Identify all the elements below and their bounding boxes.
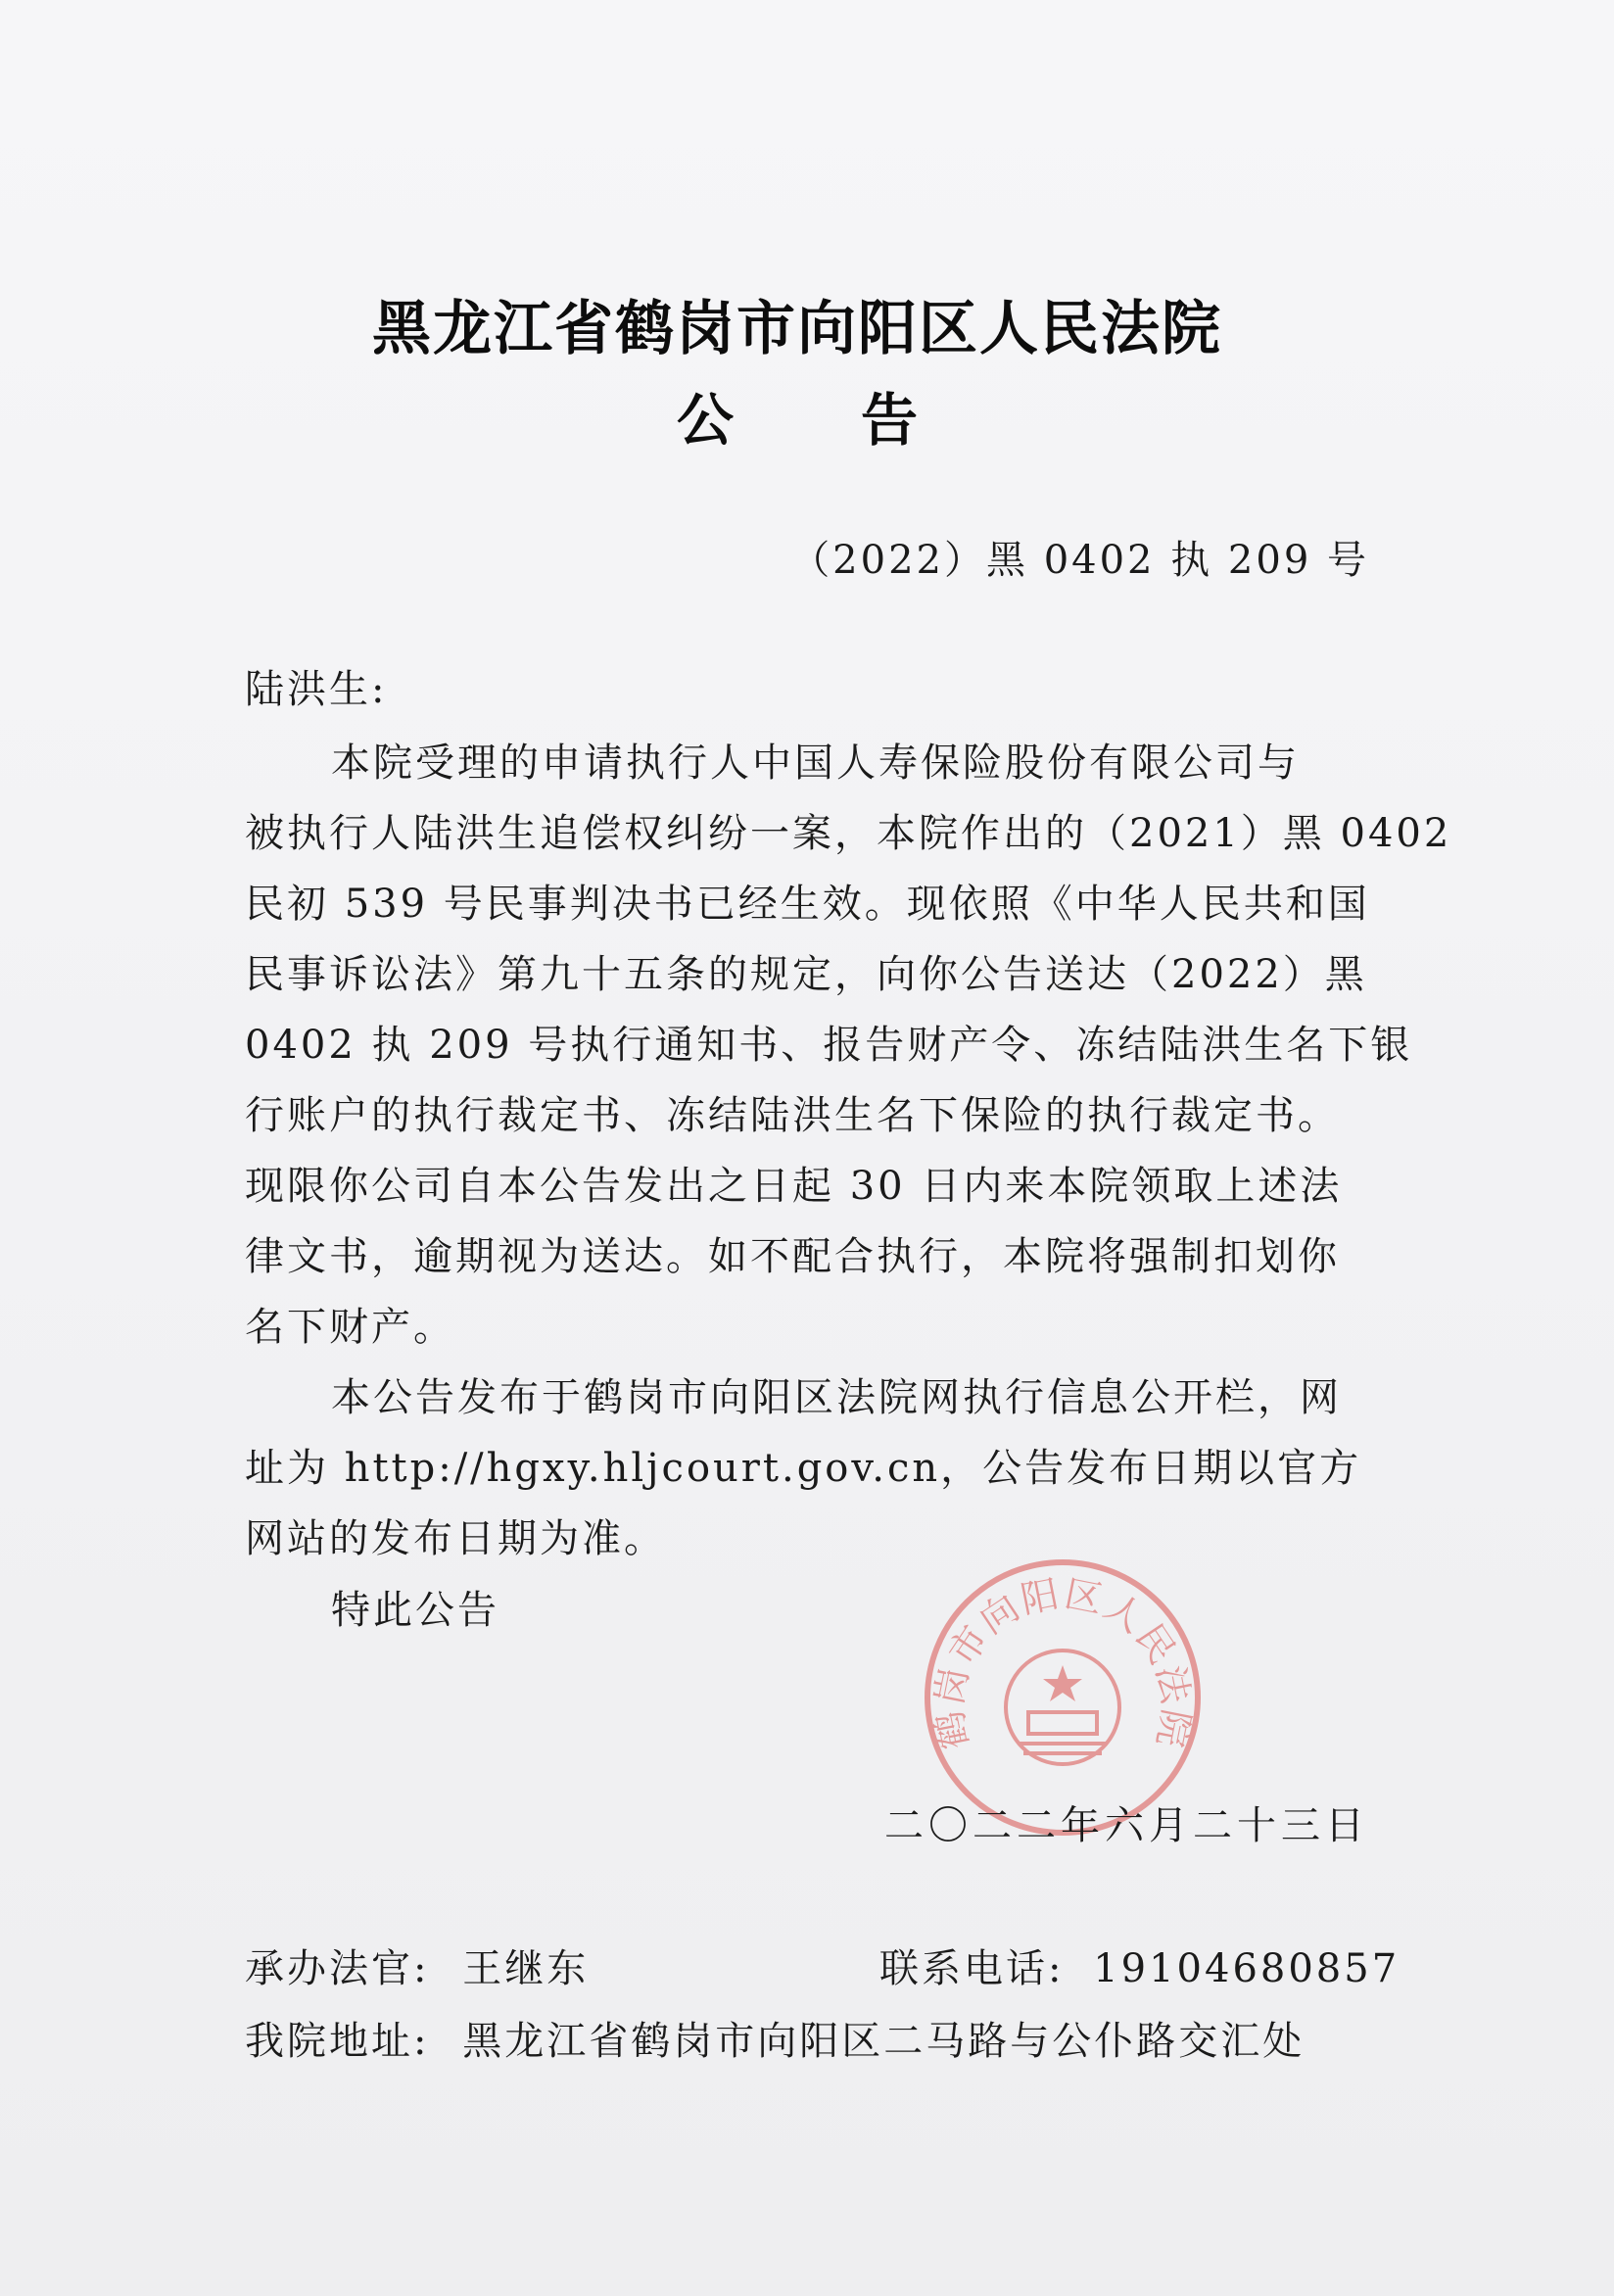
body-line: 律文书，逾期视为送达。如不配合执行，本院将强制扣划你 — [245, 1234, 1340, 1279]
svg-text:鹤岗市向阳区人民法院: 鹤岗市向阳区人民法院 — [926, 1571, 1199, 1753]
notice-body — [245, 728, 1452, 1574]
addressee: 陆洪生: — [245, 667, 388, 712]
judge-contact-row — [245, 1937, 1400, 1993]
address-label: 我院地址: — [245, 2019, 430, 2064]
body-line: 行账户的执行裁定书、冻结陆洪生名下保险的执行裁定书。 — [245, 1093, 1340, 1138]
court-title: 黑龙江省鹤岗市向阳区人民法院 — [372, 295, 1222, 363]
body-line: 网站的发布日期为准。 — [245, 1516, 666, 1561]
national-emblem-icon — [1006, 1650, 1119, 1764]
body-line: 址为 http://hgxy.hljcourt.gov.cn，公告发布日期以官方 — [245, 1446, 1362, 1491]
case-number: （2022）黑 0402 执 209 号 — [790, 538, 1369, 583]
notice-title: 公告 — [676, 387, 1045, 454]
body-line: 本院受理的申请执行人中国人寿保险股份有限公司与 — [331, 741, 1300, 786]
phone-group — [879, 1937, 1400, 1993]
phone-number: 19104680857 — [1093, 1946, 1400, 1991]
closing-phrase: 特此公告 — [331, 1588, 499, 1633]
address-row — [245, 2010, 1305, 2066]
judge-label: 承办法官: — [245, 1946, 430, 1991]
body-line: 民初 539 号民事判决书已经生效。现依照《中华人民共和国 — [245, 882, 1370, 927]
phone-label: 联系电话: — [879, 1946, 1065, 1991]
body-line: 名下财产。 — [245, 1305, 455, 1350]
body-line: 被执行人陆洪生追偿权纠纷一案，本院作出的（2021）黑 0402 — [245, 811, 1452, 856]
body-line: 0402 执 209 号执行通知书、报告财产令、冻结陆洪生名下银 — [245, 1023, 1413, 1068]
body-line: 民事诉讼法》第九十五条的规定，向你公告送达（2022）黑 — [245, 952, 1367, 997]
body-line: 本公告发布于鹤岗市向阳区法院网执行信息公开栏，网 — [331, 1375, 1342, 1420]
body-line: 现限你公司自本公告发出之日起 30 日内来本院领取上述法 — [245, 1164, 1343, 1209]
court-address: 黑龙江省鹤岗市向阳区二马路与公仆路交汇处 — [462, 2019, 1305, 2064]
issue-date: 二〇二二年六月二十三日 — [884, 1803, 1369, 1848]
judge-name: 王继东 — [462, 1946, 590, 1991]
